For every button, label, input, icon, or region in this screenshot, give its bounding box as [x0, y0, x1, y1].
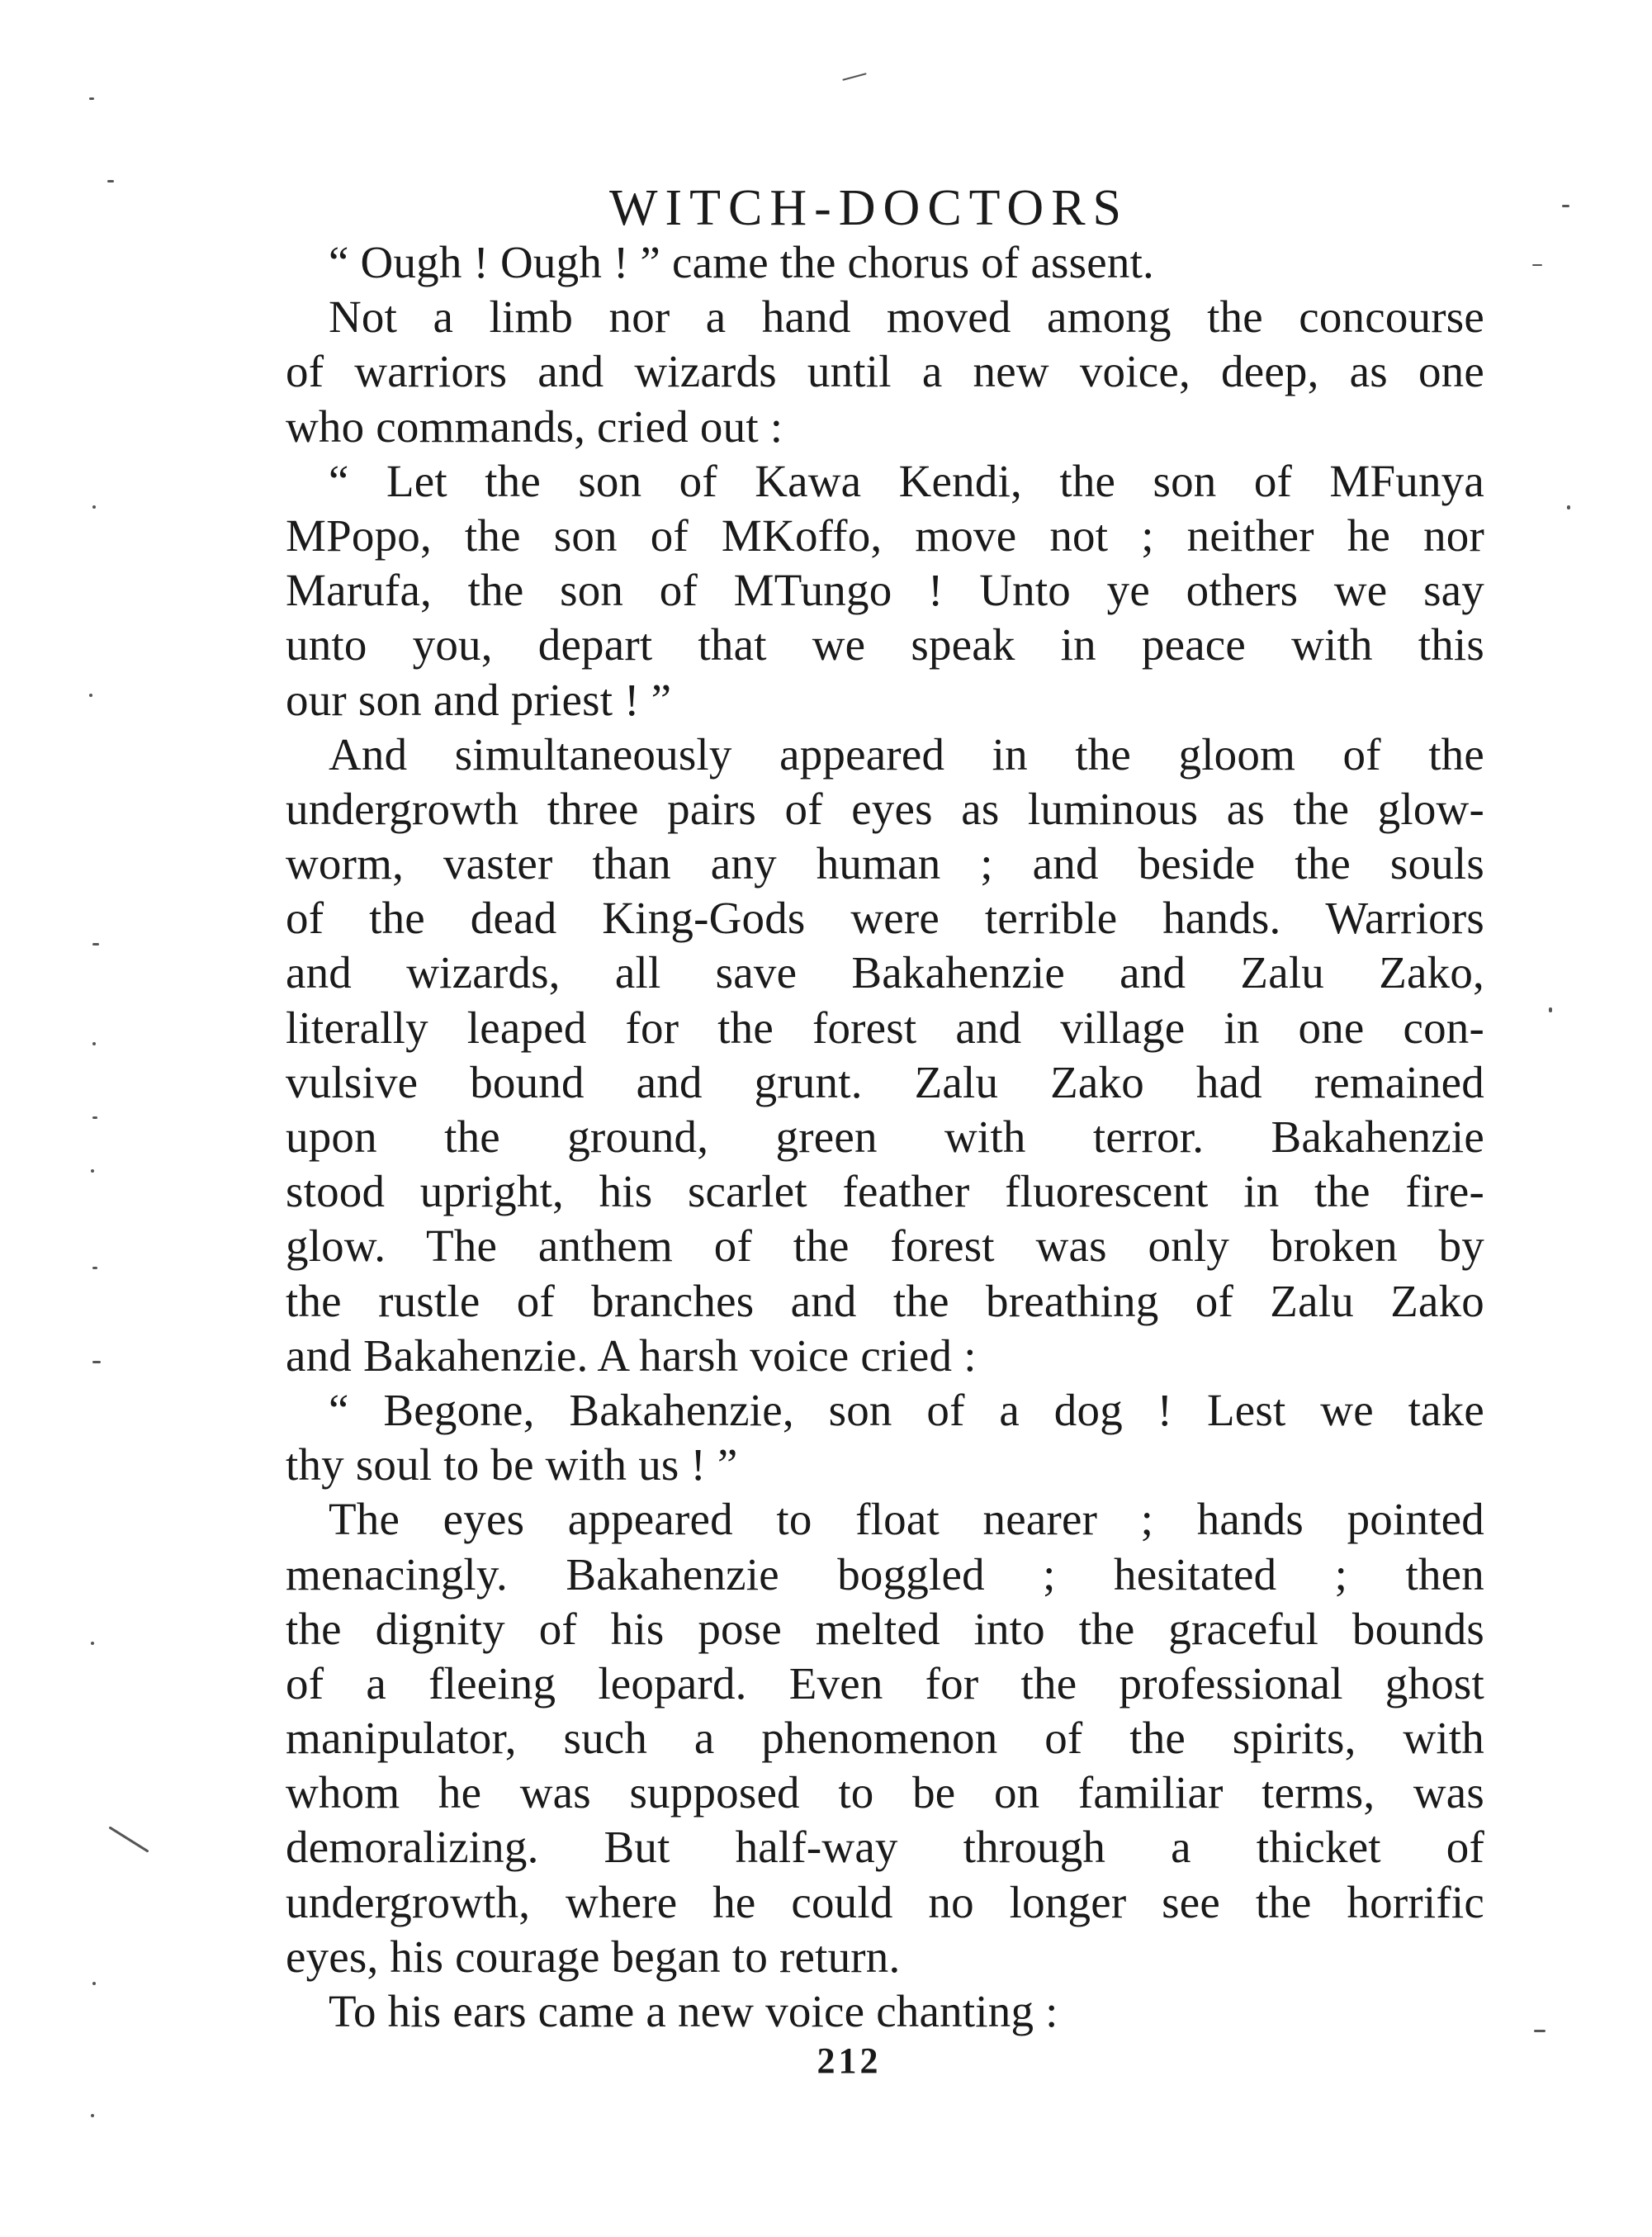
text-line: “ Ough ! Ough ! ” came the chorus of assent.: [329, 237, 1155, 287]
scan-speck: [107, 180, 114, 182]
text-line: “ Begone, Bakahenzie, son of a dog ! Lest we take: [329, 1384, 1484, 1435]
text-line: thy soul to be with us ! ”: [286, 1439, 738, 1491]
text-line: vulsive bound and grunt. Zalu Zako had remained: [286, 1056, 1484, 1107]
text-line: the dignity of his pose melted into the graceful bounds: [286, 1603, 1484, 1654]
text-line: glow. The anthem of the forest was only broken by: [286, 1220, 1484, 1272]
text-line: To his ears came a new voice chanting :: [329, 1986, 1058, 2036]
text-line: “ Let the son of Kawa Kendi, the son of MFunya: [329, 455, 1484, 506]
scan-speck: [1532, 264, 1542, 266]
text-line: undergrowth three pairs of eyes as luminous as the glow-: [286, 783, 1484, 834]
text-line: MPopo, the son of MKoffo, move not ; neither he nor: [286, 509, 1484, 561]
text-line: upon the ground, green with terror. Bakahenzie: [286, 1111, 1484, 1162]
text-line: of warriors and wizards until a new voice, deep, as one: [286, 346, 1484, 397]
scan-speck: [92, 1116, 97, 1119]
scan-speck: [91, 1642, 94, 1645]
scan-speck: [108, 1826, 149, 1852]
text-line: literally leaped for the forest and village in one con-: [286, 1002, 1484, 1053]
text-line: worm, vaster than any human ; and beside the souls: [286, 838, 1484, 889]
scan-speck: [92, 1267, 97, 1269]
scan-speck: [842, 73, 866, 81]
text-line: Marufa, the son of MTungo ! Unto ye others we say: [286, 565, 1484, 616]
text-line: Not a limb nor a hand moved among the concourse: [329, 291, 1484, 343]
scan-speck: [92, 943, 99, 946]
text-line: The eyes appeared to float nearer ; hands pointed: [329, 1494, 1484, 1545]
text-line: and wizards, all save Bakahenzie and Zalu Zako,: [286, 947, 1484, 998]
text-line: unto you, depart that we speak in peace with this: [286, 619, 1484, 671]
text-line: demoralizing. But half-way through a thicket of: [286, 1822, 1484, 1873]
text-line: of the dead King-Gods were terrible hands. Warriors: [286, 893, 1484, 944]
text-line: eyes, his courage began to return.: [286, 1931, 901, 1982]
scan-speck: [92, 1042, 96, 1045]
text-line: our son and priest ! ”: [286, 674, 672, 725]
text-line: And simultaneously appeared in the gloom of the: [329, 728, 1484, 780]
scan-speck: [91, 1169, 94, 1173]
scan-speck: [1534, 2030, 1545, 2032]
page-number: 212: [817, 2040, 882, 2081]
scan-speck: [91, 2114, 94, 2117]
body-text: [286, 235, 1484, 2039]
text-line: of a fleeing leopard. Even for the professional ghost: [286, 1657, 1484, 1709]
text-line: stood upright, his scarlet feather fluorescent in the fire-: [286, 1166, 1484, 1217]
scan-speck: [1562, 205, 1569, 207]
text-line: menacingly. Bakahenzie boggled ; hesitated ; then: [286, 1548, 1484, 1600]
scan-speck: [92, 1982, 96, 1985]
scan-speck: [92, 1361, 101, 1363]
text-line: manipulator, such a phenomenon of the spirits, with: [286, 1713, 1484, 1764]
scan-speck: [89, 97, 94, 100]
text-line: who commands, cried out :: [286, 400, 783, 452]
scan-speck: [92, 505, 96, 509]
running-head: WITCH-DOCTORS: [608, 180, 1129, 236]
text-line: undergrowth, where he could no longer see the horrific: [286, 1876, 1484, 1927]
text-line: the rustle of branches and the breathing of Zalu Zako: [286, 1275, 1484, 1326]
scan-speck: [89, 694, 92, 697]
text-line: and Bakahenzie. A harsh voice cried :: [286, 1329, 977, 1381]
text-line: whom he was supposed to be on familiar terms, was: [286, 1767, 1484, 1818]
scan-speck: [1567, 505, 1570, 509]
scan-speck: [1549, 1007, 1552, 1012]
